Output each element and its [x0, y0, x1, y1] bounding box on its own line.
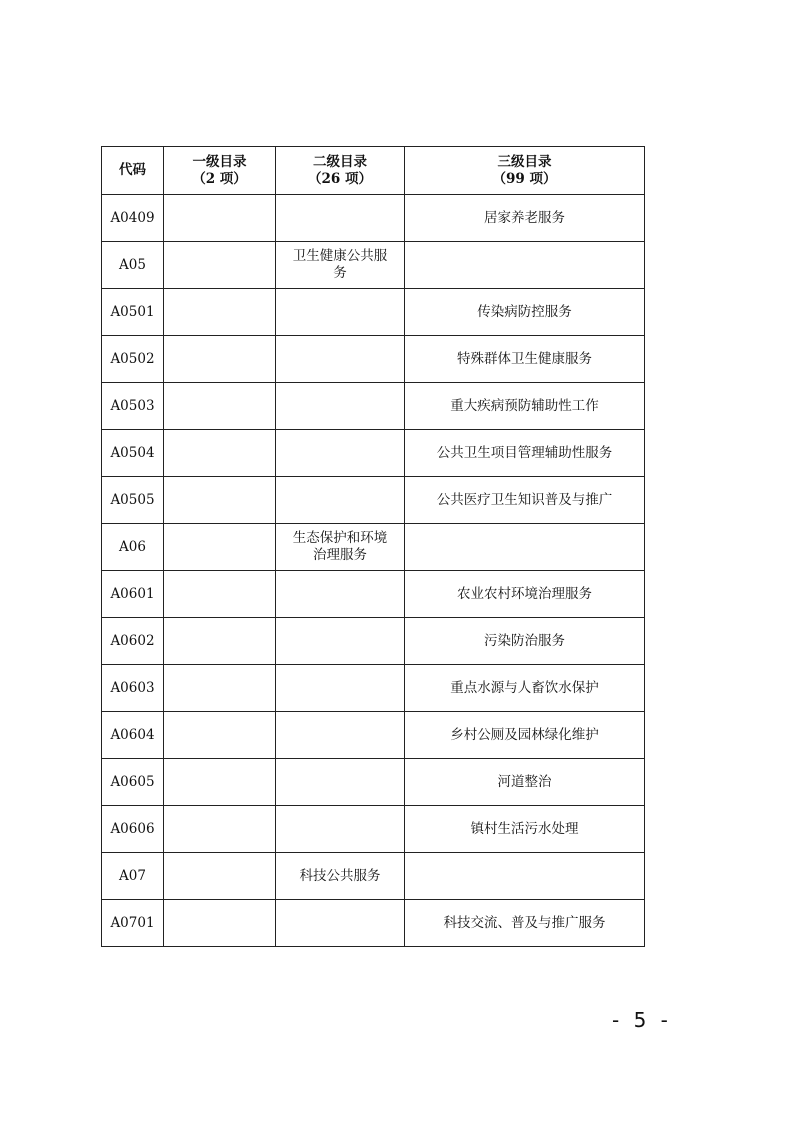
cell-code: A0602: [102, 618, 164, 665]
cell-code: A0504: [102, 430, 164, 477]
table-row: [102, 195, 645, 242]
cell-level1: [164, 759, 276, 806]
cell-level3: [405, 242, 645, 289]
cell-level1: [164, 242, 276, 289]
cell-level2: 卫生健康公共服务: [276, 242, 405, 289]
table-row: [102, 477, 645, 524]
cell-level1: [164, 195, 276, 242]
cell-level2: [276, 383, 405, 430]
cell-code: A0604: [102, 712, 164, 759]
cell-level2: [276, 806, 405, 853]
cell-level2: [276, 665, 405, 712]
cell-level2: [276, 289, 405, 336]
cell-level2: [276, 900, 405, 947]
table-row: [102, 524, 645, 571]
header-row: [102, 147, 645, 195]
cell-code: A0501: [102, 289, 164, 336]
cell-level3: [405, 524, 645, 571]
cell-code: A0605: [102, 759, 164, 806]
cell-level2: [276, 336, 405, 383]
cell-level1: [164, 806, 276, 853]
header-level2-count: （26 项）: [308, 170, 372, 187]
cell-code: A07: [102, 853, 164, 900]
cell-level1: [164, 571, 276, 618]
header-level2: [276, 147, 405, 195]
catalog-table: [101, 146, 645, 947]
cell-level3: 重大疾病预防辅助性工作: [405, 383, 645, 430]
cell-level3: 污染防治服务: [405, 618, 645, 665]
table-row: [102, 759, 645, 806]
cell-code: A0502: [102, 336, 164, 383]
cell-level1: [164, 900, 276, 947]
table-row: [102, 900, 645, 947]
cell-level1: [164, 712, 276, 759]
cell-level2: 生态保护和环境治理服务: [276, 524, 405, 571]
cell-level3: 乡村公厕及园林绿化维护: [405, 712, 645, 759]
table-row: [102, 336, 645, 383]
cell-level1: [164, 618, 276, 665]
cell-level3: 特殊群体卫生健康服务: [405, 336, 645, 383]
header-level1-count: （2 项）: [192, 170, 247, 187]
table-row: [102, 430, 645, 477]
cell-level3: 科技交流、普及与推广服务: [405, 900, 645, 947]
cell-level3: 公共医疗卫生知识普及与推广: [405, 477, 645, 524]
cell-code: A05: [102, 242, 164, 289]
cell-level2: [276, 618, 405, 665]
cell-level1: [164, 665, 276, 712]
header-code: 代码: [102, 147, 164, 195]
cell-code: A0606: [102, 806, 164, 853]
cell-level1: [164, 383, 276, 430]
cell-code: A0503: [102, 383, 164, 430]
table-row: [102, 289, 645, 336]
cell-level3: 重点水源与人畜饮水保护: [405, 665, 645, 712]
cell-level1: [164, 430, 276, 477]
cell-level2: [276, 477, 405, 524]
cell-level3: 镇村生活污水处理: [405, 806, 645, 853]
table-row: [102, 712, 645, 759]
cell-level2: [276, 430, 405, 477]
cell-level1: [164, 289, 276, 336]
cell-code: A0603: [102, 665, 164, 712]
cell-level1: [164, 853, 276, 900]
header-level2-title: 二级目录: [313, 153, 367, 170]
table-row: [102, 242, 645, 289]
table-row: [102, 618, 645, 665]
cell-code: A0601: [102, 571, 164, 618]
header-level3: [405, 147, 645, 195]
cell-code: A0701: [102, 900, 164, 947]
cell-level2: [276, 195, 405, 242]
page-number: - 5 -: [612, 1008, 672, 1032]
cell-level2: [276, 759, 405, 806]
cell-code: A06: [102, 524, 164, 571]
cell-code: A0505: [102, 477, 164, 524]
table-row: [102, 571, 645, 618]
cell-level2: 科技公共服务: [276, 853, 405, 900]
cell-level1: [164, 477, 276, 524]
cell-level3: 河道整治: [405, 759, 645, 806]
header-level1-title: 一级目录: [192, 153, 247, 170]
header-level3-title: 三级目录: [497, 153, 552, 170]
cell-level1: [164, 524, 276, 571]
cell-level2: [276, 712, 405, 759]
cell-code: A0409: [102, 195, 164, 242]
cell-level3: 公共卫生项目管理辅助性服务: [405, 430, 645, 477]
table-row: [102, 383, 645, 430]
header-level3-count: （99 项）: [492, 170, 557, 187]
cell-level3: 农业农村环境治理服务: [405, 571, 645, 618]
cell-level2: [276, 571, 405, 618]
table-row: [102, 806, 645, 853]
cell-level3: 传染病防控服务: [405, 289, 645, 336]
header-level1: [164, 147, 276, 195]
table-row: [102, 853, 645, 900]
cell-level3: [405, 853, 645, 900]
cell-level1: [164, 336, 276, 383]
table-row: [102, 665, 645, 712]
cell-level3: 居家养老服务: [405, 195, 645, 242]
